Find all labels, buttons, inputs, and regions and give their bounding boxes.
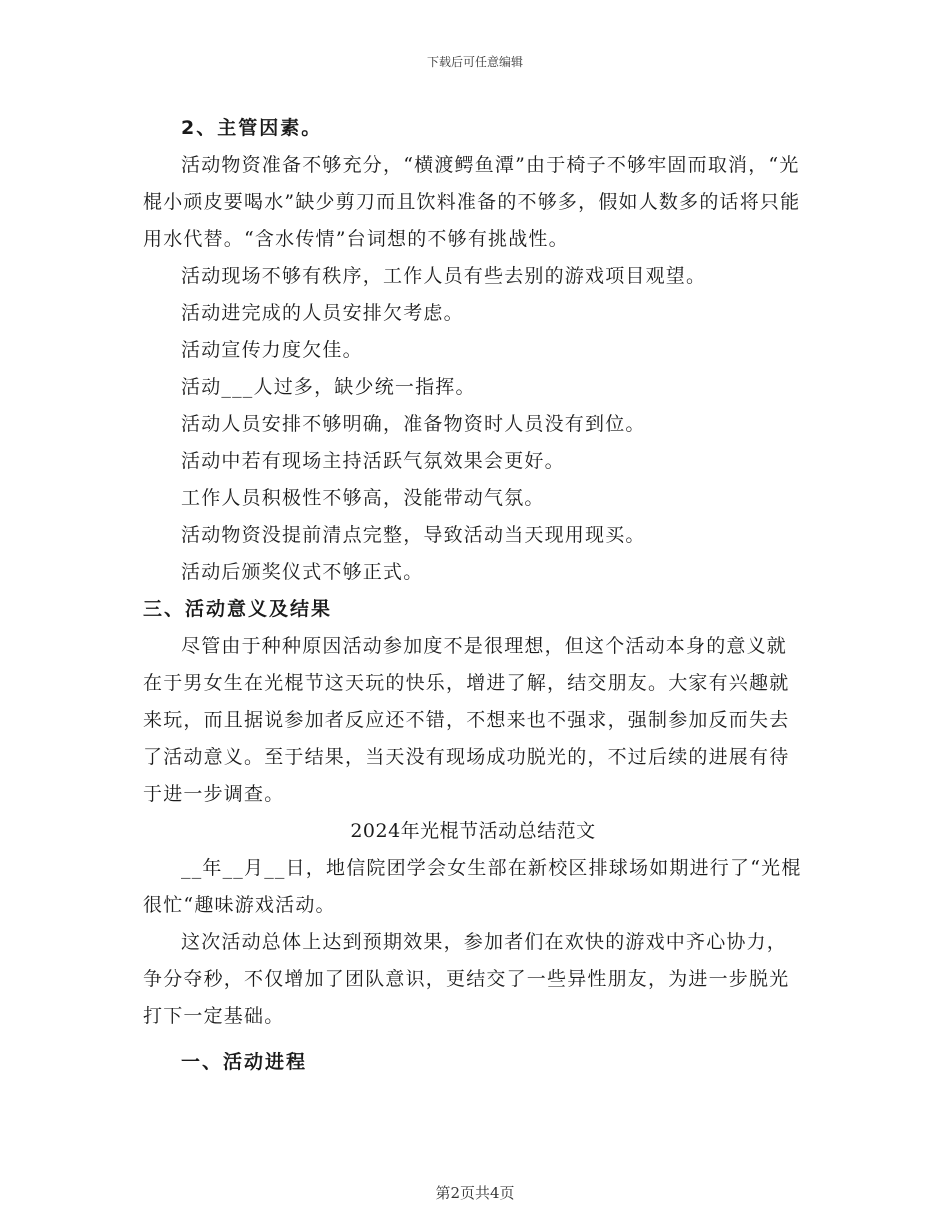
article-title: 2024年光棍节活动总结范文	[350, 820, 596, 842]
paragraph: 尽管由于种种原因活动参加度不是很理想，但这个活动本身的意义就在于男女生在光棍节这天玩的快乐，增进了解，结交朋友。大家有兴趣就来玩，而且据说参加者反应还不错，不想来也不强求，强制参加反而失去了活动意义。至于结果，当天没有现场成功脱光的，不过后续的进展有待于进一步调查。	[143, 635, 790, 805]
document-body	[143, 110, 803, 1081]
page-header-note: 下载后可任意编辑	[426, 55, 523, 69]
paragraph: 工作人员积极性不够高，没能带动气氛。	[181, 487, 545, 509]
section-heading-2: 2、主管因素。	[181, 117, 323, 139]
paragraph: 活动中若有现场主持活跃气氛效果会更好。	[181, 450, 565, 472]
section-heading-1: 一、活动进程	[181, 1051, 308, 1073]
paragraph: 活动人员安排不够明确，准备物资时人员没有到位。	[181, 413, 646, 435]
paragraph: 活动现场不够有秩序，工作人员有些去别的游戏项目观望。	[181, 265, 707, 287]
page-footer: 第2页共4页	[435, 1184, 515, 1202]
paragraph: 活动物资没提前清点完整，导致活动当天现用现买。	[181, 524, 646, 546]
paragraph: 这次活动总体上达到预期效果，参加者们在欢快的游戏中齐心协力，争分夺秒，不仅增加了团队意识，更结交了一些异性朋友，为进一步脱光打下一定基础。	[143, 931, 790, 1027]
paragraph: 活动物资准备不够充分，“横渡鳄鱼潭”由于椅子不够牢固而取消，“光棍小顽皮要喝水”缺少剪刀而且饮料准备的不够多，假如人数多的话将只能用水代替。“含水传情”台词想的不够有挑战性。	[143, 154, 801, 250]
paragraph: 活动后颁奖仪式不够正式。	[181, 561, 424, 583]
paragraph: 活动___人过多，缺少统一指挥。	[181, 376, 476, 398]
paragraph: __年__月__日，地信院团学会女生部在新校区排球场如期进行了“光棍很忙“趣味游戏活动。	[143, 857, 802, 916]
paragraph: 活动进完成的人员安排欠考虑。	[181, 302, 464, 324]
section-heading-3: 三、活动意义及结果	[143, 598, 333, 620]
paragraph: 活动宣传力度欠佳。	[181, 339, 363, 361]
